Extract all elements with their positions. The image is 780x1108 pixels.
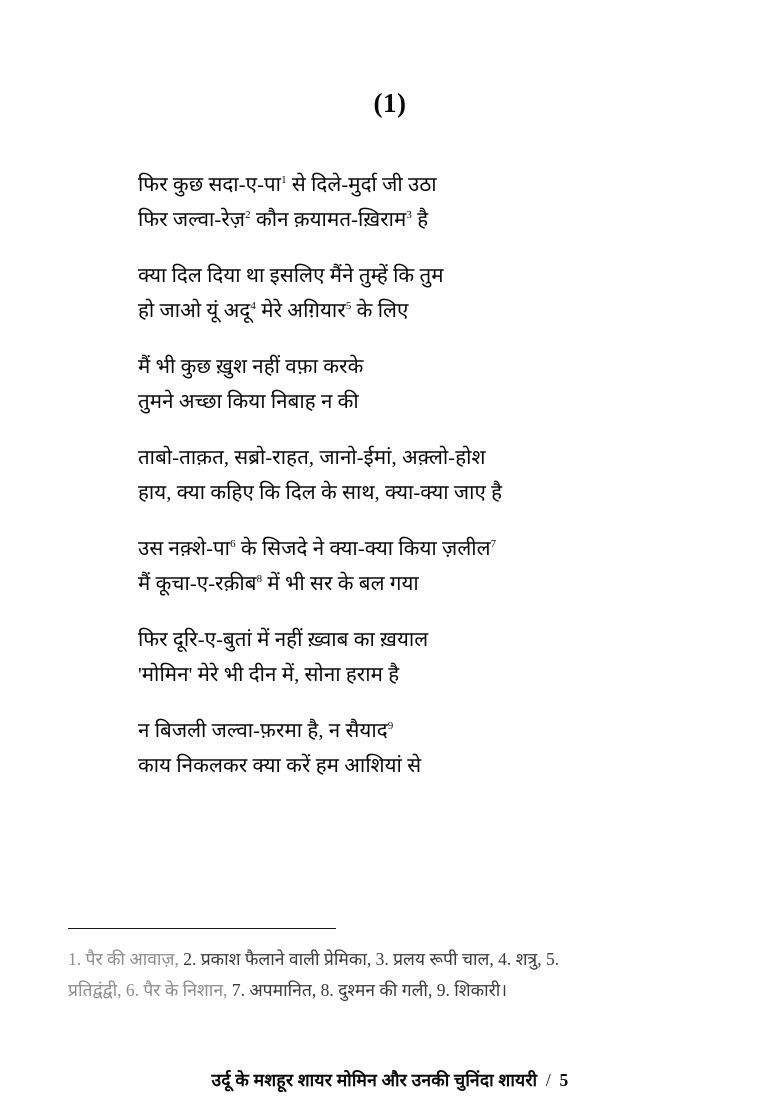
verse-line: मैं भी कुछ ख़ुश नहीं वफ़ा करके xyxy=(138,356,364,378)
footnote-block xyxy=(68,944,728,1006)
verse-line: उस नक़्शे-पा$^6$ के सिजदे ने क्या-क्या किया ज़लील$^7$ xyxy=(138,538,497,560)
stanza xyxy=(138,350,698,420)
page-footer xyxy=(0,1068,780,1092)
stanza xyxy=(138,259,698,329)
footnote-line xyxy=(68,975,728,1006)
verse-line: फिर जल्वा-रेज़$^2$ कौन क़यामत-ख़िराम$^3$ है xyxy=(138,209,429,231)
verse-line: तुमने अच्छा किया निबाह न की xyxy=(138,391,359,413)
footer-separator: / xyxy=(545,1070,551,1090)
stanza xyxy=(138,168,698,238)
poem-body xyxy=(138,168,698,805)
verse-line: ताबो-ताक़त, सब्रो-राहत, जानो-ईमां, अक़्लो-होश xyxy=(138,447,486,469)
verse-line: मैं कूचा-ए-रक़ीब$^8$ में भी सर के बल गया xyxy=(138,573,419,595)
verse-line: क्या दिल दिया था इसलिए मैंने तुम्हें कि तुम xyxy=(138,265,444,287)
footnote-text-faded: प्रतिद्वंद्वी, 6. पैर के निशान, xyxy=(68,980,228,1000)
stanza xyxy=(138,532,698,602)
footnote-line xyxy=(68,944,728,975)
verse-line: काय निकलकर क्या करें हम आशियां से xyxy=(138,755,422,777)
verse-line: हो जाओ यूं अदू$^4$ मेरे अग़ियार$^5$ के लिए xyxy=(138,300,409,322)
footnote-text: 7. अपमानित, 8. दुश्मन की गली, 9. शिकारी। xyxy=(231,980,507,1000)
verse-line: फिर कुछ सदा-ए-पा$^1$ से दिले-मुर्दा जी उठा xyxy=(138,174,437,196)
stanza xyxy=(138,623,698,693)
footer-title: उर्दू के मशहूर शायर मोमिन और उनकी चुनिंदा शायरी xyxy=(211,1070,538,1090)
page-number: 5 xyxy=(559,1070,569,1090)
verse-line: न बिजली जल्वा-फ़रमा है, न सैयाद$^9$ xyxy=(138,720,394,742)
footnote-divider xyxy=(68,928,336,929)
stanza xyxy=(138,441,698,511)
stanza xyxy=(138,714,698,784)
verse-line: हाय, क्या कहिए कि दिल के साथ, क्या-क्या जाए है xyxy=(138,482,503,504)
verse-line: फिर दूरि-ए-बुतां में नहीं ख़्वाब का ख़याल xyxy=(138,629,429,651)
footnote-text-faded: 1. पैर की आवाज़, xyxy=(68,949,179,969)
verse-line: 'मोमिन' मेरे भी दीन में, सोना हराम है xyxy=(138,664,400,686)
footnote-text: 2. प्रकाश फैलाने वाली प्रेमिका, 3. प्रलय रूपी चाल, 4. शत्रु, 5. xyxy=(183,949,560,969)
poem-number: (1) xyxy=(373,88,407,118)
